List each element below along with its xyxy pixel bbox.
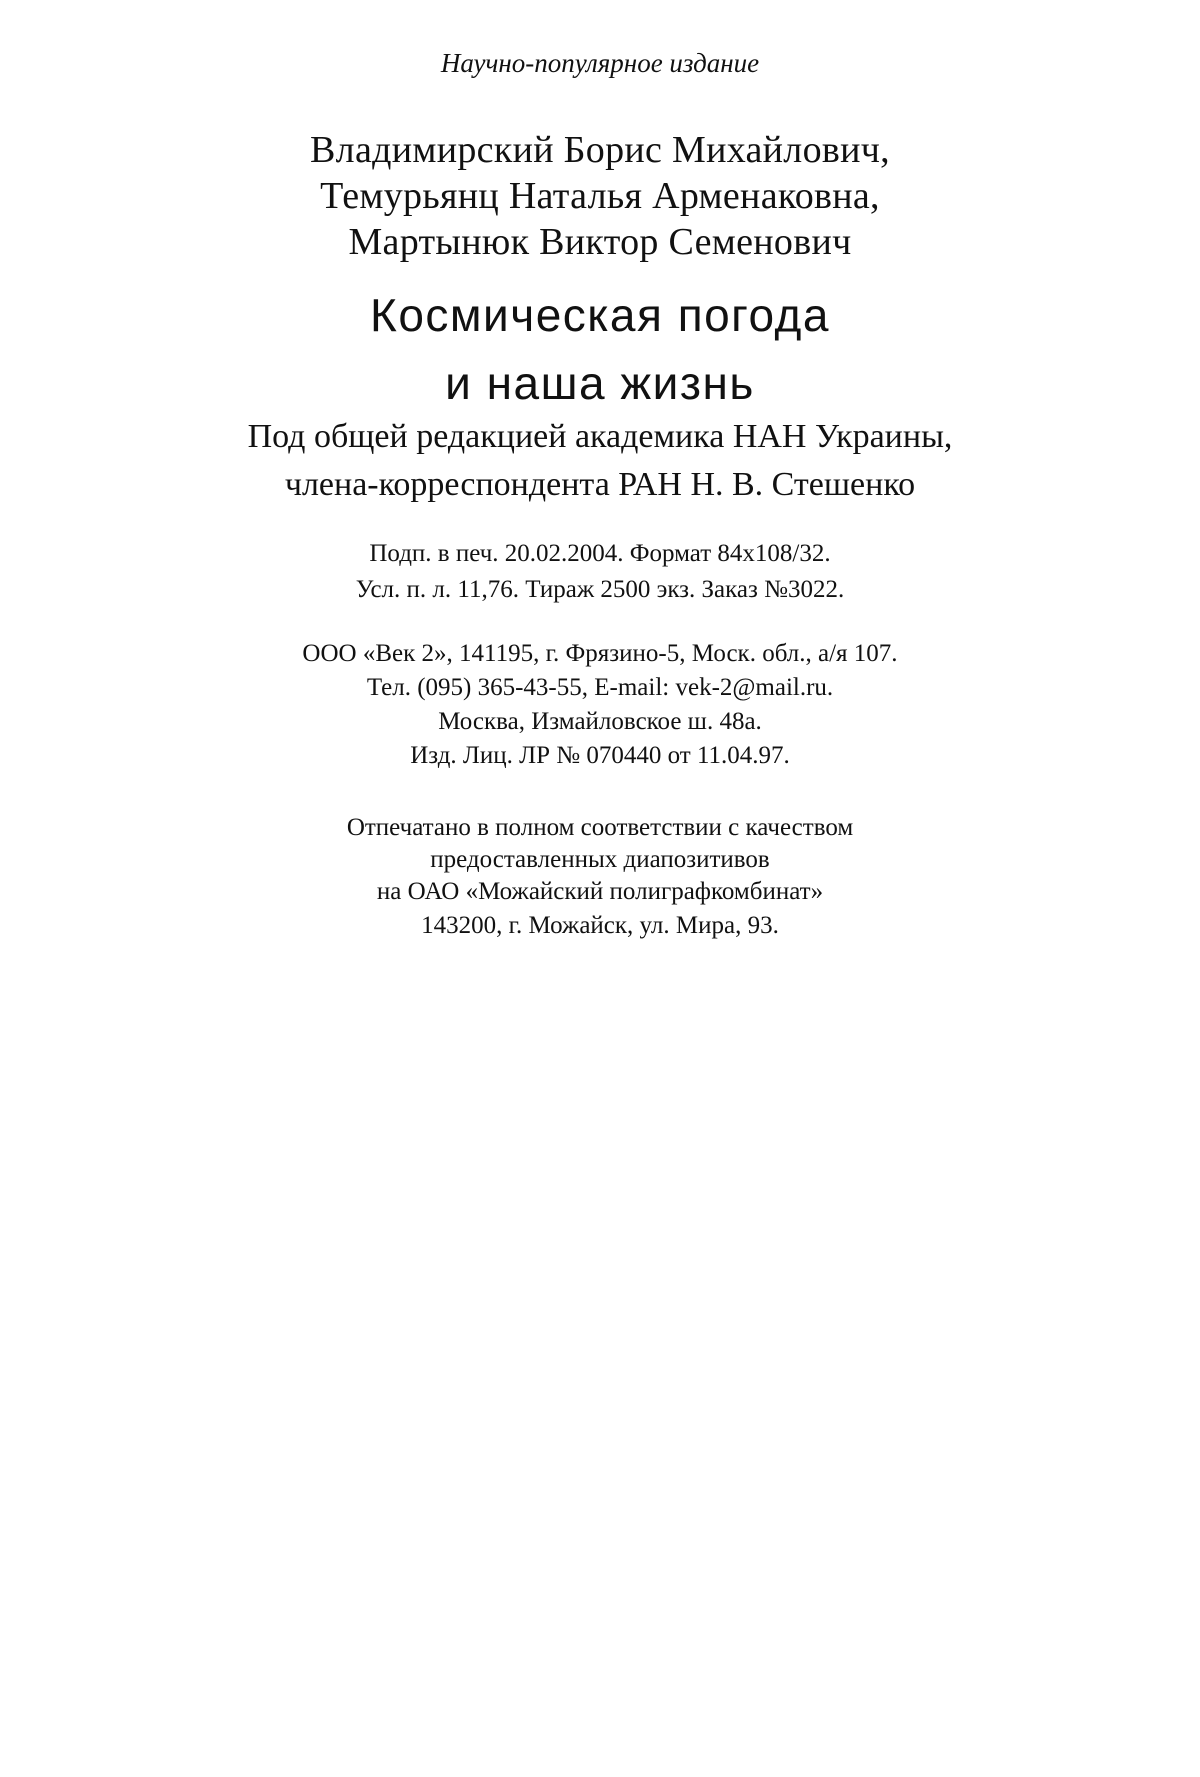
editor-line-1: Под общей редакцией академика НАН Украины, [247, 418, 953, 455]
printing-note-line-1: Отпечатано в полном соответствии с качеством [346, 814, 854, 841]
printing-house: на ОАО «Можайский полиграфкомбинат» [376, 878, 824, 905]
print-details-line-1: Подп. в печ. 20.02.2004. Формат 84x108/32. [369, 540, 831, 567]
author-line-2: Темурьянц Наталья Арменаковна, [320, 175, 880, 217]
editor-line-2: члена-корреспондента РАН Н. В. Стешенко [284, 466, 916, 503]
author-line-3: Мартынюк Виктор Семенович [348, 221, 852, 263]
printing-house-address: 143200, г. Можайск, ул. Мира, 93. [421, 912, 779, 939]
book-title-line-1: Космическая погода [370, 289, 830, 341]
author-line-1: Владимирский Борис Михайлович, [310, 129, 890, 171]
book-title-line-2: и наша жизнь [445, 357, 755, 409]
printing-note-line-2: предоставленных диапозитивов [430, 846, 770, 873]
publisher-address: ООО «Век 2», 141195, г. Фрязино-5, Моск. обл., а/я 107. [302, 640, 898, 667]
publisher-contact: Тел. (095) 365-43-55, E-mail: vek-2@mail.ru. [366, 674, 834, 701]
edition-type: Научно-популярное издание [440, 48, 760, 78]
publisher-location: Москва, Измайловское ш. 48а. [438, 708, 762, 735]
publisher-license: Изд. Лиц. ЛР № 070440 от 11.04.97. [410, 742, 790, 769]
print-details-line-2: Усл. п. л. 11,76. Тираж 2500 экз. Заказ №3022. [355, 576, 845, 603]
